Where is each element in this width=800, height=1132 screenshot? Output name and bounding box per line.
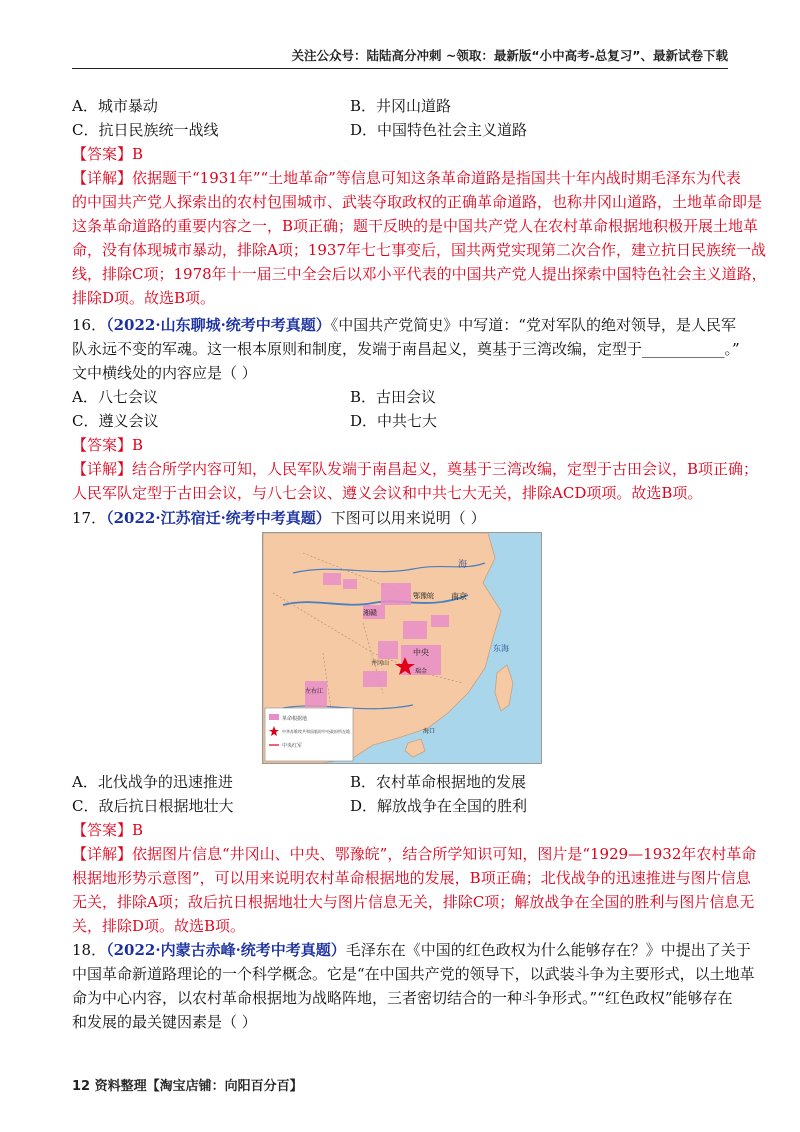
q16-stem-line2: 队永远不变的军魂。这一根本原则和制度，发端于南昌起义，奠基于三湾改编，定型于___________。” (72, 340, 740, 358)
q18-number: 18． (72, 941, 107, 959)
map-label-eyuwan: 鄂豫皖 (413, 592, 434, 600)
q16-explanation-line: 人民军队定型于古田会议，与八七会议、遵义会议和中共七大无关，排除ACD项项。故选B项。 (72, 484, 703, 502)
map-label-jinggangshan: 井冈山 (371, 660, 390, 667)
q17-option-d: D．解放战争在全国的胜利 (350, 797, 528, 815)
q16-source: （2022·山东聊城·统考中考真题） (106, 316, 331, 334)
q15-option-c: C．抗日民族统一战线 (72, 121, 219, 139)
header-rule (72, 68, 728, 69)
q17-stem-line1 (72, 508, 486, 528)
footer-text: 资料整理【淘宝店铺：向阳百分百】 (94, 1079, 303, 1094)
q17-option-b: B．农村革命根据地的发展 (350, 773, 527, 791)
q17-source: （2022·江苏宿迁·统考中考真题） (106, 509, 331, 527)
q15-explanation-line: 命，没有体现城市暴动，排除A项；1937年七七事变后，国共两党实现第二次合作，建立抗日民族统一战 (72, 241, 767, 259)
page-number: 12 (72, 1079, 91, 1094)
q17-stem-text: 下图可以用来说明（ ） (330, 509, 486, 527)
legend-red-army: 中央红军 (282, 743, 303, 749)
q17-explanation-line: 无关，排除A项；敌后抗日根据地壮大与图片信息无关，排除C项；解放战争在全国的胜利与图片信息无 (72, 893, 755, 911)
map-label-nanjing: 南京 (451, 592, 467, 601)
q15-explanation-line: 排除D项。故选B项。 (72, 289, 216, 307)
q17-explanation-line: 关，排除D项。故选B项。 (72, 917, 246, 935)
q16-option-c: C．遵义会议 (72, 412, 159, 430)
q18-stem-line: 命为中心内容，以农村革命根据地为战略阵地，三者密切结合的一种斗争形式。”“红色政权”能够存在 (72, 989, 733, 1007)
q15-explanation-line: 线，排除C项；1978年十一届三中全会后以邓小平代表的中国共产党人提出探索中国特色社会主义道路， (72, 265, 767, 283)
q16-option-d: D．中共七大 (350, 412, 438, 430)
q17-option-c: C．敌后抗日根据地壮大 (72, 797, 234, 815)
page-footer (72, 1075, 303, 1094)
map-label-zuoyoujiang: 左右江 (305, 688, 324, 695)
q15-explanation-line: 【详解】依据题干“1931年”“土地革命”等信息可知这条革命道路是指国共十年内战时期毛泽东为代表 (72, 169, 741, 187)
q17-option-a: A．北伐战争的迅速推进 (72, 773, 233, 791)
q16-stem-line1 (72, 315, 736, 335)
q15-explanation-line: 的中国共产党人探索出的农村包围城市、武装夺取政权的正确革命道路，也称井冈山道路，土地革命即是 (72, 193, 763, 211)
map-label-ruijin: 瑞金 (415, 668, 428, 675)
q17-explanation-line: 【详解】依据图片信息“井冈山、中央、鄂豫皖”，结合所学知识可知，图片是“1929—1932年农村革命 (72, 845, 757, 863)
q16-answer: 【答案】B (72, 436, 144, 454)
q17-answer: 【答案】B (72, 821, 144, 839)
q16-stem-line3: 文中横线处的内容应是（ ） (72, 364, 257, 382)
q16-number: 16． (72, 316, 107, 334)
map-label-haikou: 海口 (423, 728, 436, 735)
map-graphic (263, 533, 541, 763)
q15-option-b: B．井冈山道路 (350, 97, 452, 115)
q16-option-b: B．古田会议 (350, 388, 437, 406)
legend-central-government: 中华苏维埃共和国临时中央政府所在地 (282, 729, 350, 734)
map-label-sea: 海 (458, 560, 468, 570)
q18-stem-line: 中国革命新道路理论的一个科学概念。它是“在中国共产党的领导下，以武装斗争为主要形式，以土地革 (72, 965, 755, 983)
q15-option-d: D．中国特色社会主义道路 (350, 121, 528, 139)
q16-stem-text: 《中国共产党简史》中写道：“党对军队的绝对领导，是人民军 (330, 316, 736, 334)
q16-explanation-line: 【详解】结合所学内容可知，人民军队发端于南昌起义，奠基于三湾改编，定型于古田会议，B项正确； (72, 460, 759, 478)
legend-base-area: 革命根据地 (282, 716, 308, 722)
q17-number: 17． (72, 509, 107, 527)
map-label-donghai: 东海 (493, 644, 509, 653)
revolutionary-base-map (262, 532, 542, 764)
q15-answer: 【答案】B (72, 145, 144, 163)
q18-stem-text: 毛泽东在《中国的红色政权为什么能够存在？》中提出了关于 (345, 941, 751, 959)
page-header: 关注公众号：陆陆高分冲刺 ~领取：最新版“小中高考-总复习”、最新试卷下载 (291, 48, 728, 63)
map-label-zhongyang: 中央 (413, 648, 429, 657)
map-legend (265, 708, 353, 761)
q17-explanation-line: 根据地形势示意图”，可以用来说明农村革命根据地的发展，B项正确；北伐战争的迅速推进与图片信息 (72, 869, 751, 887)
q18-source: （2022·内蒙古赤峰·统考中考真题） (106, 941, 346, 959)
q15-option-a: A．城市暴动 (72, 97, 158, 115)
q15-explanation-line: 这条革命道路的重要内容之一，B项正确；题干反映的是中国共产党人在农村革命根据地积极开展土地革 (72, 217, 759, 235)
q18-stem-line: 和发展的最关键因素是（ ） (72, 1013, 257, 1031)
q18-stem-line1 (72, 940, 751, 960)
map-label-xiangegan: 湘赣 (363, 609, 377, 617)
q16-option-a: A．八七会议 (72, 388, 158, 406)
